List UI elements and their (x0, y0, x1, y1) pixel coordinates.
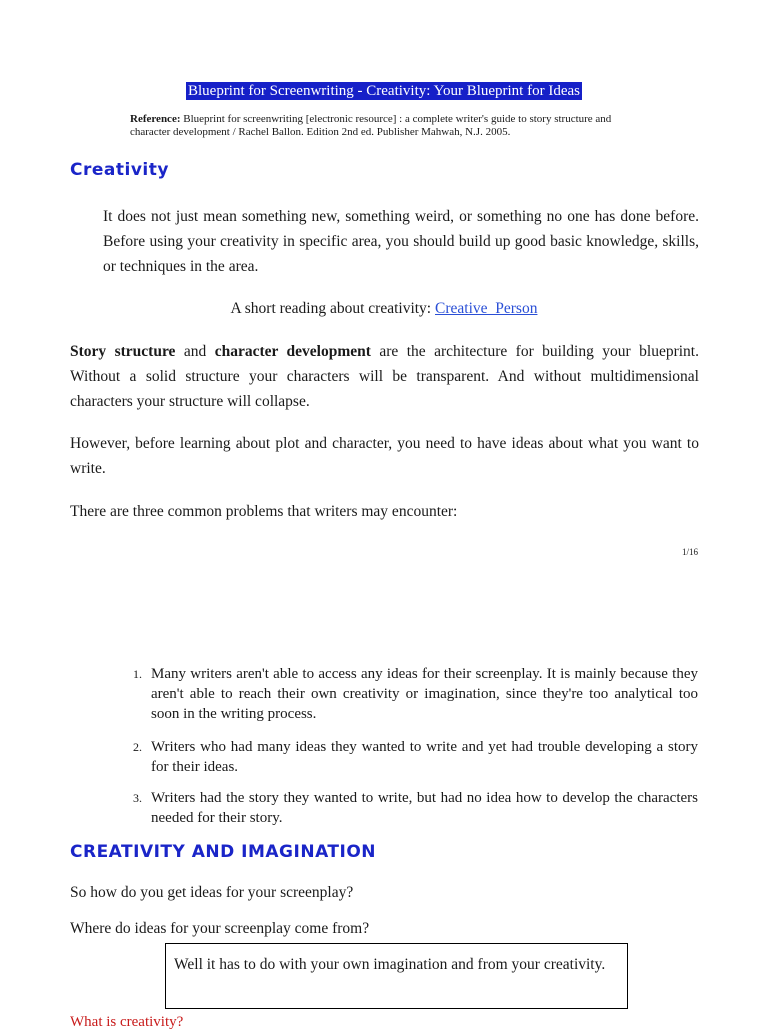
paragraph-architecture (70, 339, 699, 414)
list-item-text: Writers had the story they wanted to write, but had no idea how to develop the characters needed for their story. (151, 790, 698, 826)
story-structure-bold: Story structure (70, 343, 176, 360)
paragraph-problems-intro: There are three common problems that writers may encounter: (70, 503, 458, 520)
character-development-bold: character development (214, 343, 371, 360)
question-get-ideas: So how do you get ideas for your screenplay? (70, 884, 354, 901)
document-title-text: Blueprint for Screenwriting - Creativity: Your Blueprint for Ideas (187, 83, 580, 99)
reference (130, 113, 640, 139)
short-reading-prefix: A short reading about creativity: (230, 300, 435, 317)
paragraph-definition: It does not just mean something new, something weird, or something no one has done before. Before using your creativity in specific area, you should build up good basic knowledge, skills, or techniques in the area. (103, 208, 699, 275)
reference-text: Blueprint for screenwriting [electronic resource] : a complete writer's guide to story structure and character development / Rachel Ballon. Edition 2nd ed. Publisher Mahwah, N.J. 2005. (130, 113, 612, 138)
question-what-is-creativity: What is creativity? (70, 1014, 184, 1030)
boxed-answer: Well it has to do with your own imagination and from your creativity. (165, 943, 628, 1009)
list-item (133, 664, 698, 724)
document-title (0, 82, 768, 100)
heading-creativity: Creativity (70, 160, 169, 180)
short-reading (0, 296, 768, 321)
reference-label: Reference: (130, 113, 181, 125)
list-item-number: 3. (133, 791, 142, 805)
question-ideas-source: Where do ideas for your screenplay come from? (70, 920, 370, 937)
creative-person-link[interactable]: Creative_Person (435, 300, 538, 317)
list-item-number: 2. (133, 740, 142, 754)
heading-creativity-imagination: CREATIVITY AND IMAGINATION (70, 842, 377, 862)
list-item-text: Writers who had many ideas they wanted to write and yet had trouble developing a story for their ideas. (151, 739, 698, 775)
paragraph-ideas: However, before learning about plot and character, you need to have ideas about what you want to write. (70, 435, 699, 477)
page-number: 1/16 (681, 547, 698, 557)
list-item (133, 737, 698, 777)
list-item-number: 1. (133, 667, 142, 681)
architecture-text: are the architecture for building your blueprint. Without a solid structure your characters will be transparent. And without multidimensional characters your structure will collapse. (70, 343, 699, 410)
and-text: and (175, 343, 215, 360)
list-item (133, 788, 698, 828)
list-item-text: Many writers aren't able to access any ideas for their screenplay. It is mainly because they aren't able to reach their own creativity or imagination, since they're too analytical too soon in the writing process. (151, 666, 698, 722)
